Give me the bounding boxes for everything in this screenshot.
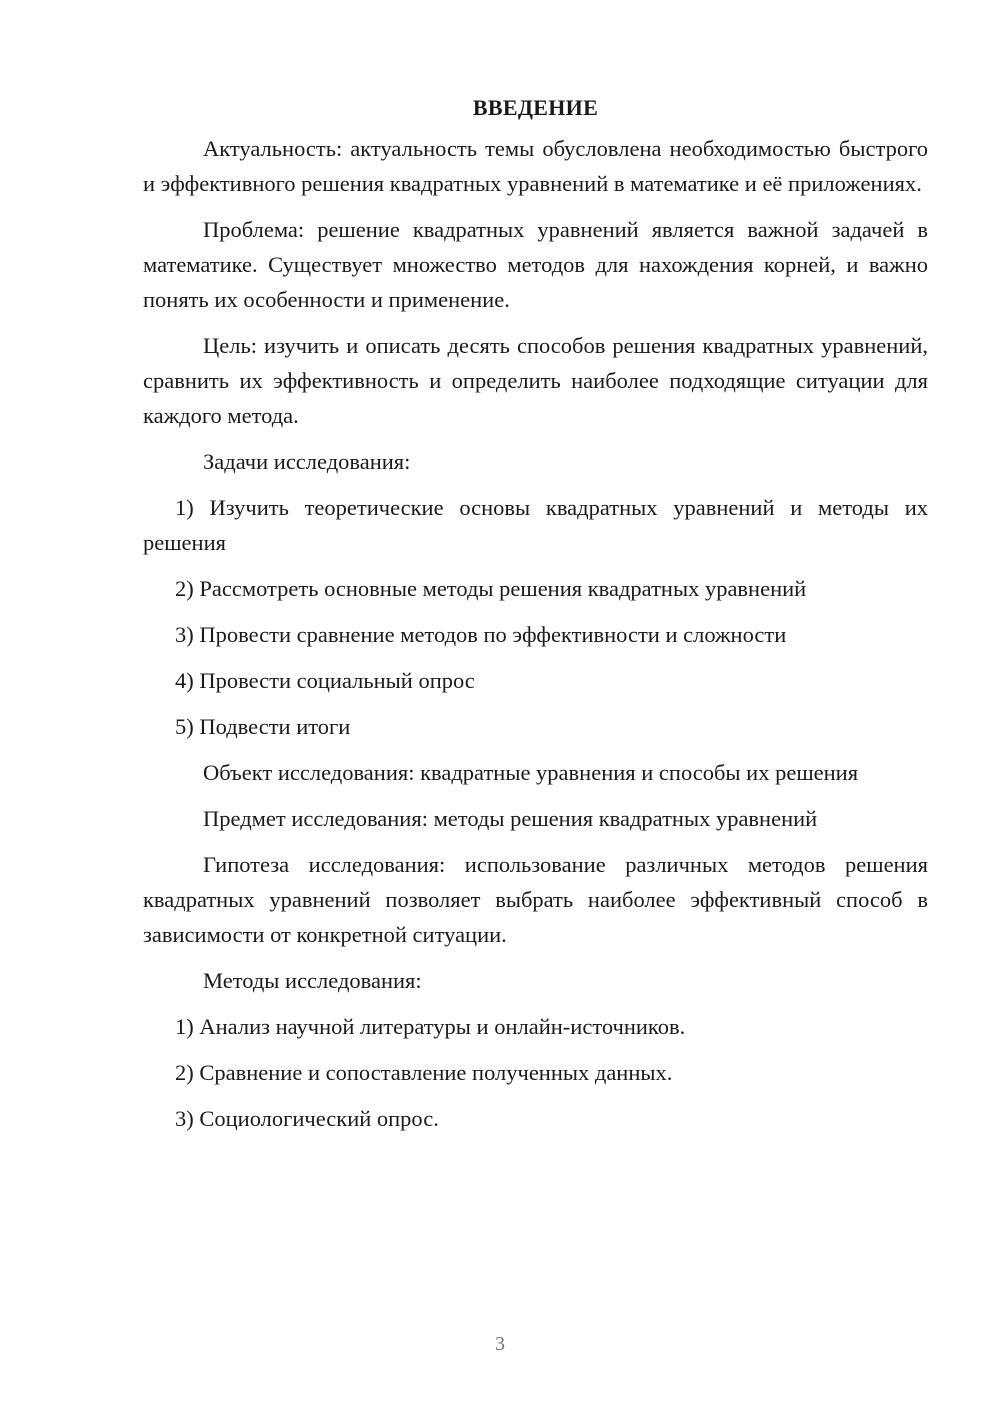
method-item-2: 2) Сравнение и сопоставление полученных данных. <box>175 1060 673 1085</box>
research-subject: Предмет исследования: методы решения квадратных уравнений <box>203 806 818 831</box>
task-item-1: 1) Изучить теоретические основы квадратных уравнений и методы их решения <box>143 495 928 555</box>
research-object: Объект исследования: квадратные уравнения и способы их решения <box>203 760 859 785</box>
task-item-3: 3) Провести сравнение методов по эффективности и сложности <box>175 622 787 647</box>
hypothesis-paragraph: Гипотеза исследования: использование различных методов решения квадратных уравнений позволяет выбрать наиболее эффективный способ в зависимости от конкретной ситуации. <box>143 852 928 947</box>
methods-heading: Методы исследования: <box>203 968 422 993</box>
task-item-5: 5) Подвести итоги <box>175 714 351 739</box>
method-item-1: 1) Анализ научной литературы и онлайн-источников. <box>175 1014 686 1039</box>
goal-paragraph: Цель: изучить и описать десять способов решения квадратных уравнений, сравнить их эффективность и определить наиболее подходящие ситуации для каждого метода. <box>143 333 928 428</box>
document-page <box>143 93 928 1147</box>
task-item-2: 2) Рассмотреть основные методы решения квадратных уравнений <box>175 576 807 601</box>
relevance-paragraph: Актуальность: актуальность темы обусловлена необходимостью быстрого и эффективного решения квадратных уравнений в математике и её приложениях. <box>143 136 928 196</box>
tasks-heading: Задачи исследования: <box>203 449 411 474</box>
task-item-4: 4) Провести социальный опрос <box>175 668 475 693</box>
page-number: 3 <box>495 1333 505 1355</box>
method-item-3: 3) Социологический опрос. <box>175 1106 439 1131</box>
problem-paragraph: Проблема: решение квадратных уравнений является важной задачей в математике. Существует множество методов для нахождения корней, и важно понять их особенности и применение. <box>143 217 928 312</box>
section-title: ВВЕДЕНИЕ <box>472 95 599 120</box>
